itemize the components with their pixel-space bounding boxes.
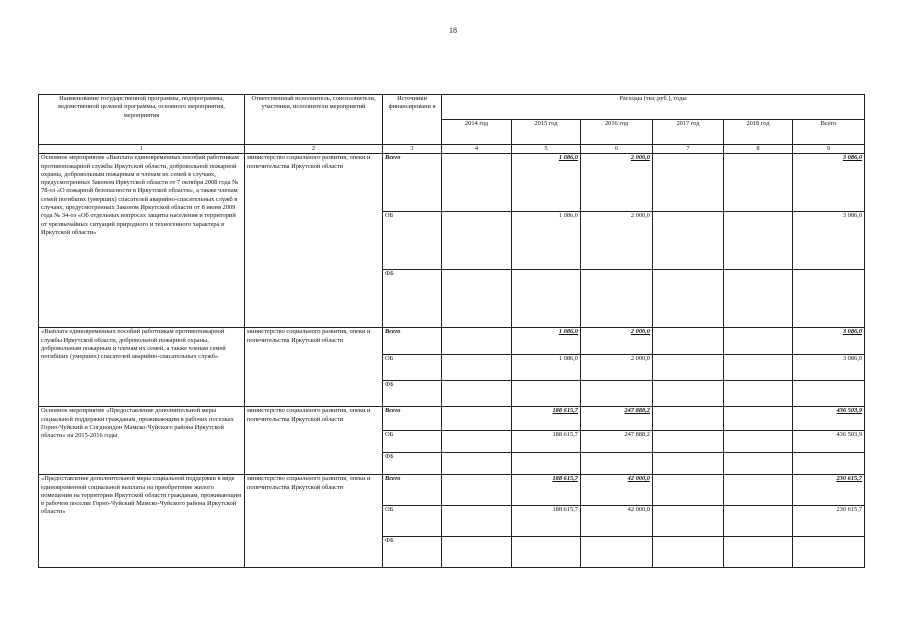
header-total: Всего [793, 120, 865, 145]
value-cell: 436 503,9 [793, 431, 865, 453]
value-cell [442, 328, 512, 355]
header-expenses: Расходы (тыс.руб.), годы [442, 95, 865, 120]
source-label: ФБ [383, 381, 442, 407]
value-cell: 436 503,9 [793, 407, 865, 431]
column-number: 3 [383, 145, 442, 154]
column-number-row [39, 145, 865, 154]
value-cell: 247 888,2 [581, 431, 653, 453]
measure-name: Основное мероприятие «Выплата единовременных пособий работникам противопожарной службы Иркутской области, добровольной пожарной охраны, добровольным пожарным и членам их семей в случаях, предусмотренных Законом Иркутской области от 7 октября 2008 года № 78-оз «О пожарной безопасности в Иркутской области», а также членам семей погибших (умерших) спасателей аварийно-спасательных служб в случаях, предусмотренных Законом Иркутской области от 8 июня 2009 года № 34-оз «Об отдельных вопросах защиты населения и территорий от чрезвычайных ситуаций природного и техногенного характера в Иркутской области» [39, 154, 245, 328]
column-number: 1 [39, 145, 245, 154]
header-year: 2018 год [724, 120, 793, 145]
value-cell [442, 407, 512, 431]
column-number: 6 [581, 145, 653, 154]
value-cell [724, 328, 793, 355]
value-cell [724, 154, 793, 212]
value-cell [793, 270, 865, 328]
value-cell [653, 453, 724, 475]
value-cell: 1 086,0 [512, 328, 581, 355]
value-cell [653, 381, 724, 407]
value-cell [724, 453, 793, 475]
source-label: Всего [383, 407, 442, 431]
value-cell [653, 506, 724, 537]
source-label: Всего [383, 475, 442, 506]
value-cell [653, 328, 724, 355]
value-cell: 3 086,0 [793, 355, 865, 381]
source-label: ФБ [383, 537, 442, 568]
column-number: 7 [653, 145, 724, 154]
responsible-executor: министерство социального развития, опеки и попечительства Иркутской области [245, 407, 383, 475]
value-cell: 2 000,0 [581, 212, 653, 270]
responsible-executor: министерство социального развития, опеки и попечительства Иркутской области [245, 154, 383, 328]
value-cell: 1 086,0 [512, 355, 581, 381]
value-cell [581, 537, 653, 568]
header-year: 2015 год [512, 120, 581, 145]
value-cell [653, 537, 724, 568]
value-cell: 188 615,7 [512, 506, 581, 537]
value-cell [724, 355, 793, 381]
value-cell [724, 475, 793, 506]
value-cell: 2 000,0 [581, 355, 653, 381]
value-cell [653, 270, 724, 328]
value-cell [581, 381, 653, 407]
source-label: ОБ [383, 212, 442, 270]
expenses-table [38, 94, 865, 568]
value-cell: 188 615,7 [512, 407, 581, 431]
header-responsible: Ответственный исполнитель, соисполнители, участники, исполнители мероприятий [245, 95, 383, 145]
header-year: 2016 год [581, 120, 653, 145]
value-cell [442, 212, 512, 270]
source-label: ОБ [383, 355, 442, 381]
column-number: 9 [793, 145, 865, 154]
value-cell [653, 407, 724, 431]
source-label: ОБ [383, 506, 442, 537]
measure-name: «Предоставление дополнительной меры социальной поддержки в виде единовременной социальной выплаты на приобретение жилого помещения на территории Иркутской области гражданам, проживающим в рабочем поселке Горно-Чуйский Мамско-Чуйского района Иркутской области» [39, 475, 245, 568]
column-number: 8 [724, 145, 793, 154]
value-cell [724, 431, 793, 453]
column-number: 4 [442, 145, 512, 154]
value-cell [793, 381, 865, 407]
source-label: ФБ [383, 270, 442, 328]
measure-name: Основное мероприятие «Предоставление дополнительной меры социальной поддержки гражданам, проживающим в рабочих поселках Горно-Чуйский и Согдиондон Мамско-Чуйского района Иркутской области» на 2015-2016 годы [39, 407, 245, 475]
value-cell [442, 453, 512, 475]
value-cell: 230 615,7 [793, 506, 865, 537]
table-row [39, 407, 865, 431]
value-cell: 1 086,0 [512, 212, 581, 270]
value-cell: 188 615,7 [512, 475, 581, 506]
column-number: 5 [512, 145, 581, 154]
value-cell [442, 154, 512, 212]
value-cell [724, 407, 793, 431]
value-cell [512, 453, 581, 475]
value-cell [653, 154, 724, 212]
value-cell: 42 000,0 [581, 506, 653, 537]
value-cell: 2 000,0 [581, 154, 653, 212]
value-cell: 42 000,0 [581, 475, 653, 506]
page-number: 18 [449, 26, 457, 35]
value-cell [442, 355, 512, 381]
table-row [39, 475, 865, 506]
value-cell [724, 506, 793, 537]
measure-name: «Выплата единовременных пособий работникам противопожарной службы Иркутской области, добровольной пожарной охраны, добровольным пожарным и членам их семей, а также членам семей погибших (умерших) спасателей аварийно-спасательных служб» [39, 328, 245, 407]
value-cell [724, 537, 793, 568]
value-cell [793, 453, 865, 475]
value-cell [653, 212, 724, 270]
header-year: 2017 год [653, 120, 724, 145]
value-cell [442, 537, 512, 568]
source-label: ФБ [383, 453, 442, 475]
value-cell: 247 888,2 [581, 407, 653, 431]
value-cell [793, 537, 865, 568]
value-cell [653, 355, 724, 381]
value-cell: 188 615,7 [512, 431, 581, 453]
responsible-executor: министерство социального развития, опеки и попечительства Иркутской области [245, 475, 383, 568]
header-year: 2014 год [442, 120, 512, 145]
value-cell: 3 086,0 [793, 328, 865, 355]
value-cell: 3 086,0 [793, 154, 865, 212]
column-number: 2 [245, 145, 383, 154]
value-cell [581, 270, 653, 328]
table-row [39, 154, 865, 212]
value-cell [442, 381, 512, 407]
source-label: Всего [383, 154, 442, 212]
header-name: Наименование государственной программы, подпрограммы, ведомственной целевой программы, основного мероприятия, мероприятия [39, 95, 245, 145]
value-cell [442, 506, 512, 537]
value-cell [724, 381, 793, 407]
source-label: ОБ [383, 431, 442, 453]
value-cell [724, 270, 793, 328]
responsible-executor: министерство социального развития, опеки и попечительства Иркутской области [245, 328, 383, 407]
table-row [39, 328, 865, 355]
value-cell [442, 431, 512, 453]
value-cell [512, 270, 581, 328]
value-cell [581, 453, 653, 475]
header-sources: Источники финансировани я [383, 95, 442, 145]
value-cell [512, 381, 581, 407]
value-cell [653, 431, 724, 453]
value-cell [442, 270, 512, 328]
value-cell: 1 086,0 [512, 154, 581, 212]
value-cell [442, 475, 512, 506]
value-cell: 230 615,7 [793, 475, 865, 506]
value-cell: 2 000,0 [581, 328, 653, 355]
value-cell [653, 475, 724, 506]
value-cell [724, 212, 793, 270]
value-cell [512, 537, 581, 568]
source-label: Всего [383, 328, 442, 355]
value-cell: 3 086,0 [793, 212, 865, 270]
